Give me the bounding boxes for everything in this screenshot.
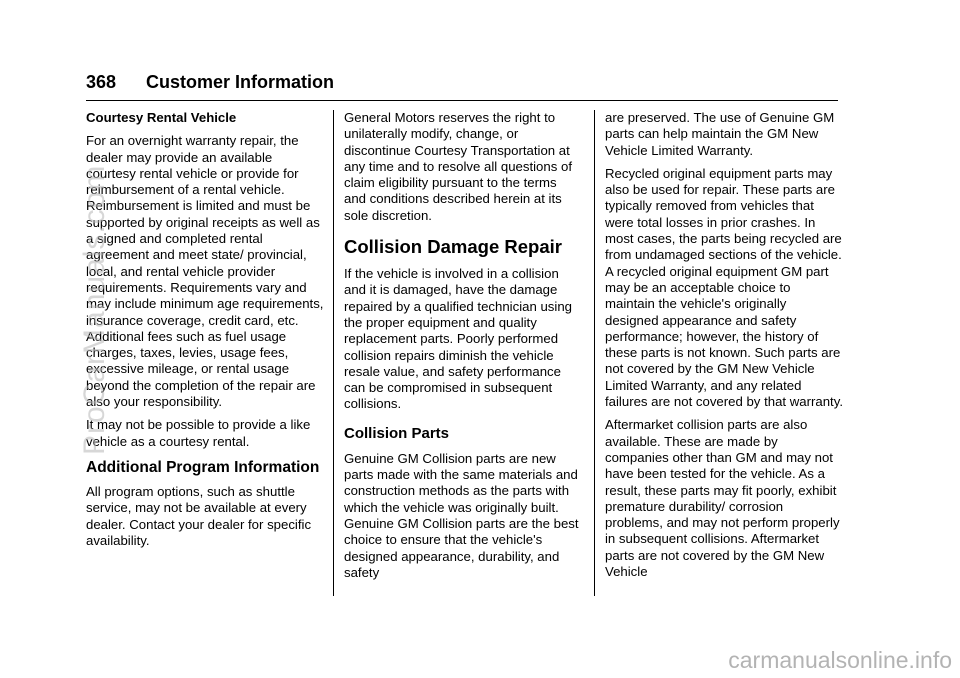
paragraph: Recycled original equipment parts may also be used for repair. These parts are typically removed from vehicles that were total losses in prior crashes. In most cases, the parts being recycled are from undamaged sections of the vehicle. A recycled original equipment GM part may be an acceptable choice to maintain the vehicle's originally designed appearance and safety performance; however, the history of these parts is not known. Such parts are not covered by the GM New Vehicle Limited Warranty, and any related failures are not covered by that warranty.	[605, 165, 843, 410]
paragraph: are preserved. The use of Genuine GM parts can help maintain the GM New Vehicle Limited Warranty.	[605, 110, 835, 158]
side-watermark: ProCarManuals.com	[78, 164, 111, 455]
footer-watermark: carmanualsonline.info	[728, 647, 952, 673]
paragraph: Aftermarket collision parts are also available. These are made by companies other than GM and may not have been tested for the vehicle. As a result, these parts may fit poorly, exhibit premature durability/ corrosion problems, and may not perform properly in subsequent collisions. Aftermarket parts are not covered by the GM New Vehicle	[605, 417, 840, 580]
page-number: 368	[86, 72, 117, 92]
paragraph: All program options, such as shuttle service, may not be available at every dealer. Contact your dealer for specific availability.	[86, 483, 312, 548]
column-2	[344, 110, 582, 588]
paragraph: For an overnight warranty repair, the dealer may provide an available courtesy rental vehicle or provide for reimbursement of a rental vehicle. Reimbursement is limited and must be supported by original receipts as well as a signed and completed rental agreement and meet state/ provincial, local, and rental vehicle provider requirements. Requirements vary and may include minimum age requirements, insurance coverage, credit card, etc. Additional fees such as fuel usage charges, taxes, levies, usage fees, excessive mileage, or rental usage beyond the completion of the repair are also your responsibility.	[86, 133, 324, 410]
page-header	[86, 70, 838, 101]
section-heading-additional-program: Additional Program Information	[86, 458, 320, 476]
column-3	[605, 110, 843, 587]
column-divider	[594, 110, 595, 596]
column-divider	[333, 110, 334, 596]
paragraph: If the vehicle is involved in a collision and it is damaged, have the damage repaired by a qualified technician using the proper equipment and quality replacement parts. Poorly performed collision repairs diminish the vehicle resale value, and safety performance can be compromised in subsequent collisions.	[344, 266, 572, 412]
page-title: Customer Information	[146, 72, 335, 92]
section-heading-collision-damage: Collision Damage Repair	[344, 236, 562, 258]
column-1	[86, 110, 324, 556]
section-heading-courtesy-rental: Courtesy Rental Vehicle	[86, 110, 237, 125]
section-heading-collision-parts: Collision Parts	[344, 424, 450, 442]
paragraph: General Motors reserves the right to unilaterally modify, change, or discontinue Courtesy Transportation at any time and to resolve all questions of claim eligibility pursuant to the terms and conditions described herein at its sole discretion.	[344, 110, 572, 223]
paragraph: It may not be possible to provide a like vehicle as a courtesy rental.	[86, 417, 311, 449]
paragraph: Genuine GM Collision parts are new parts made with the same materials and construction methods as the parts with which the vehicle was originally built. Genuine GM Collision parts are the best choice to ensure that the vehicle's designed appearance, durability, and safety	[344, 450, 579, 580]
